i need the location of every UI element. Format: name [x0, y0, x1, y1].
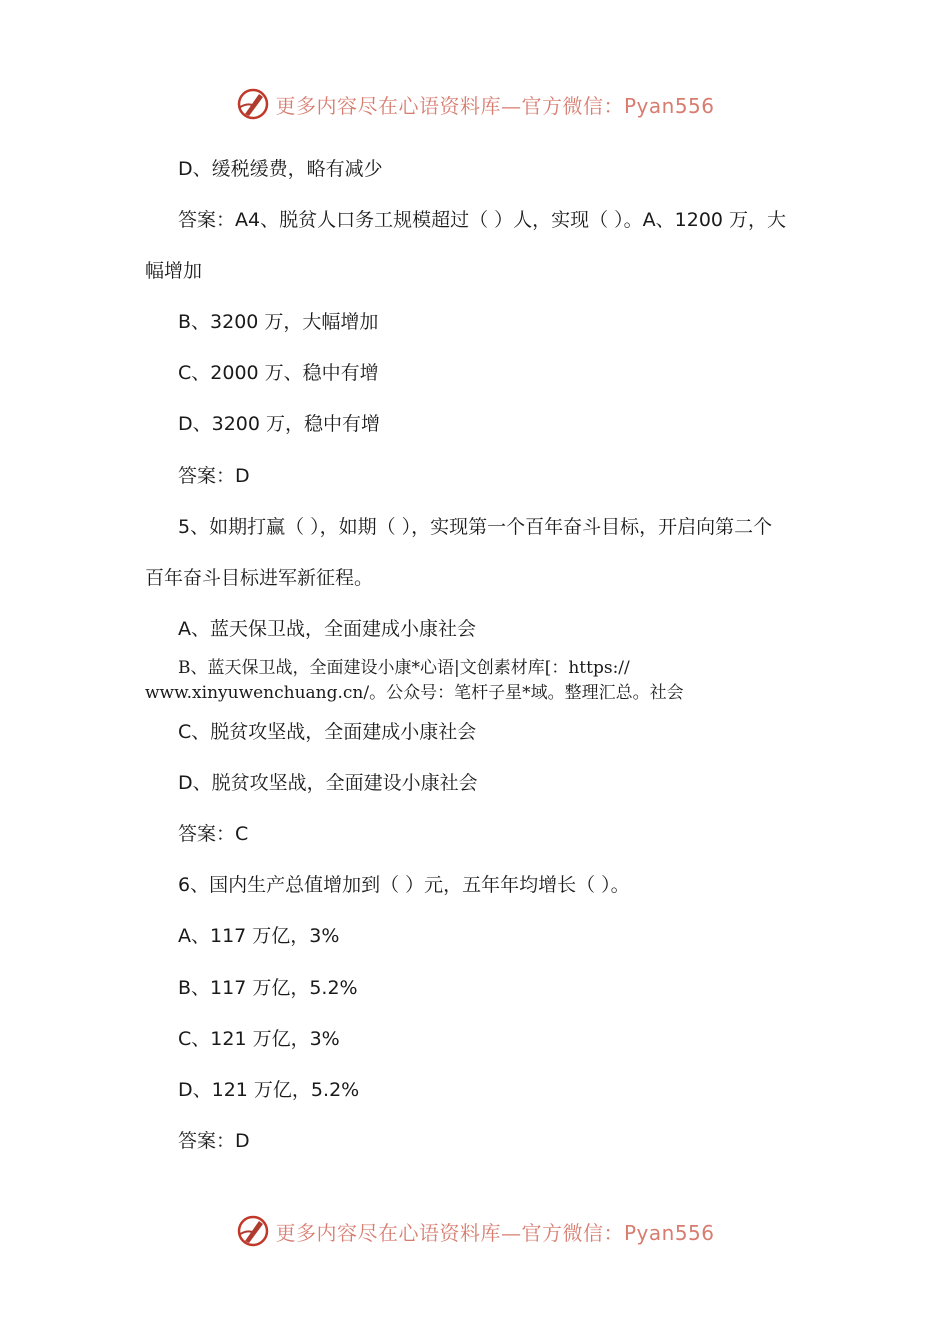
answer-line: 答案：D [178, 465, 250, 487]
option-line: D、121 万亿，5.2% [178, 1079, 360, 1101]
question-line: 5、如期打赢（ ），如期（ ），实现第一个百年奋斗目标，开启向第二个 [178, 516, 773, 538]
banner-text: 更多内容尽在心语资料库—官方微信：Pyan556 [275, 93, 715, 118]
option-line: D、脱贫攻坚战，全面建设小康社会 [178, 772, 478, 794]
pen-logo-icon [235, 1213, 271, 1249]
option-line: C、121 万亿，3% [178, 1028, 340, 1050]
pen-logo-icon [235, 86, 271, 122]
option-line: D、缓税缓费，略有减少 [178, 158, 383, 180]
question-line: 6、国内生产总值增加到（ ）元，五年年均增长（ ）。 [178, 874, 630, 896]
banner-text: 更多内容尽在心语资料库—官方微信：Pyan556 [275, 1220, 715, 1245]
option-line: B、蓝天保卫战，全面建设小康*心语|文创素材库[：https:// [178, 658, 630, 678]
option-line: A、117 万亿，3% [178, 925, 340, 947]
option-line: A、蓝天保卫战，全面建成小康社会 [178, 618, 476, 640]
option-line: D、3200 万，稳中有增 [178, 413, 381, 435]
watermark-option-block [145, 656, 785, 706]
option-continuation: www.xinyuwenchuang.cn/。公众号：笔杆子星*域。整理汇总。社会 [145, 683, 684, 703]
option-line: B、3200 万，大幅增加 [178, 311, 379, 333]
option-line: C、2000 万、稳中有增 [178, 362, 379, 384]
footer-banner [0, 1211, 950, 1251]
header-banner [0, 84, 950, 124]
answer-line: 答案：D [178, 1130, 250, 1152]
answer-line: 答案：C [178, 823, 249, 845]
option-line: C、脱贫攻坚战，全面建成小康社会 [178, 721, 477, 743]
question-continuation: 幅增加 [145, 260, 203, 282]
banner-wechat-id: Pyan556 [623, 1220, 715, 1245]
question-continuation: 百年奋斗目标进军新征程。 [145, 567, 374, 589]
answer-question-line: 答案：A4、脱贫人口务工规模超过（ ）人，实现（ ）。A、1200 万，大 [178, 209, 787, 231]
option-line: B、117 万亿，5.2% [178, 977, 358, 999]
banner-wechat-id: Pyan556 [623, 93, 715, 118]
